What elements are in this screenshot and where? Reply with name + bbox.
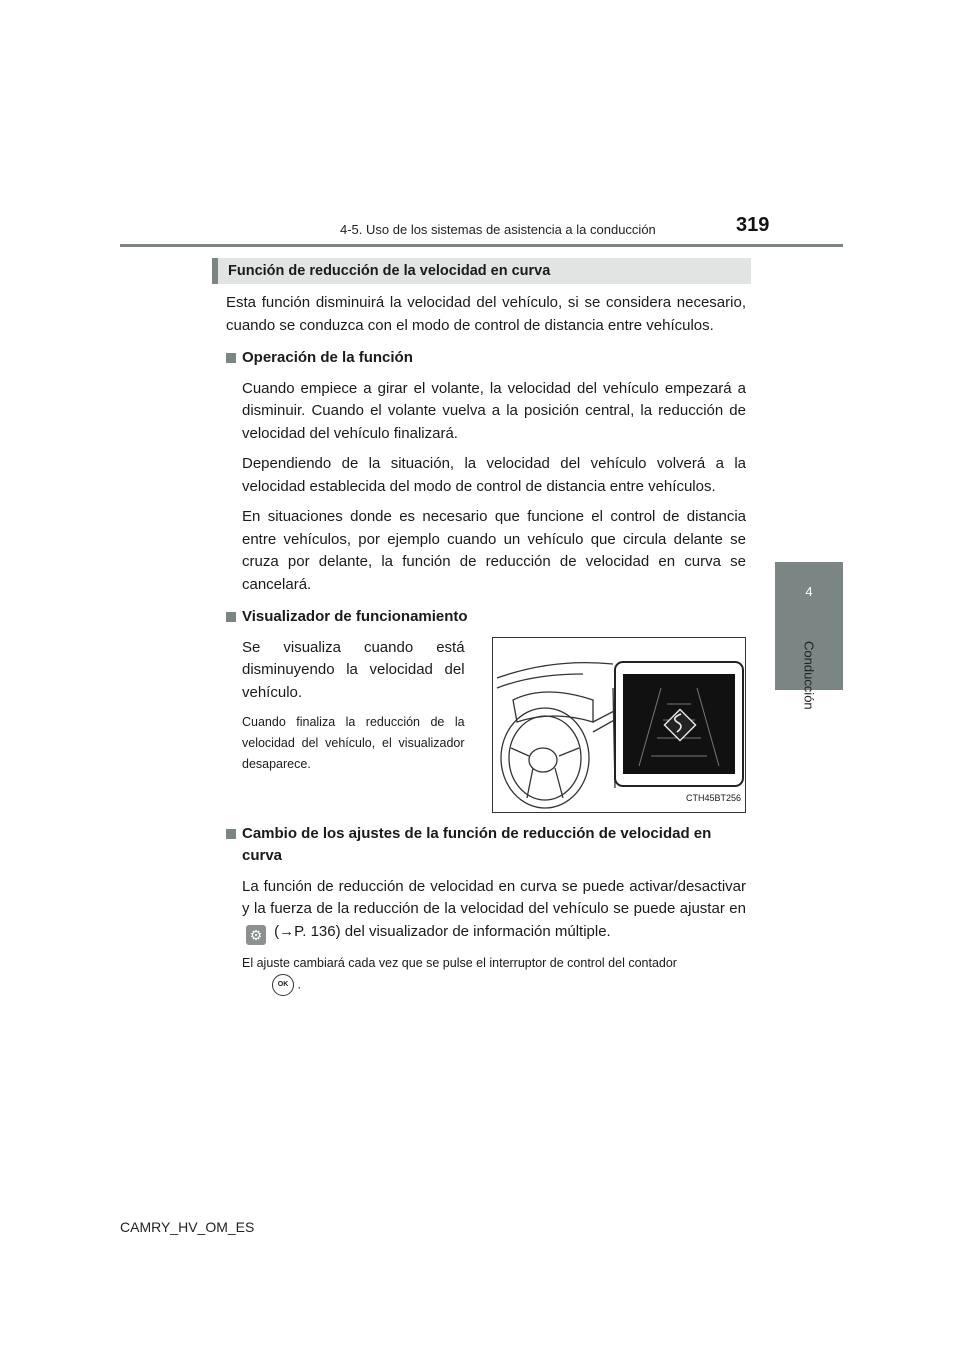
paragraph: En situaciones donde es necesario que funcione el control de distancia entre vehículos, por ejemplo cuando un vehículo que circula delante se cruza por delante, la función de reducción de velocidad en curva se cancelará. <box>242 508 746 593</box>
chapter-tab[interactable] <box>775 562 843 620</box>
subsection-title: Cambio de los ajustes de la función de reducción de velocidad en curva <box>226 823 746 868</box>
section-intro: Esta función disminuirá la velocidad del vehículo, si se considera necesario, cuando se conduzca con el modo de control de distancia entre vehículos. <box>226 294 746 334</box>
document-code: CAMRY_HV_OM_ES <box>120 1219 255 1235</box>
paragraph: Cuando empiece a girar el volante, la velocidad del vehículo empezará a disminuir. Cuando el volante vuelva a la posición central, la reducción de velocidad del vehículo finalizará. <box>242 379 746 442</box>
gear-icon: ⚙ <box>246 925 266 945</box>
dashboard-illustration <box>493 638 746 812</box>
ok-button-icon: OK <box>272 974 294 996</box>
paragraph: Se visualiza cuando está disminuyendo la velocidad del vehículo. <box>242 638 465 701</box>
section-body <box>226 292 746 996</box>
subsection-title: Visualizador de funcionamiento <box>226 606 746 629</box>
section-heading: Función de reducción de la velocidad en curva <box>212 258 751 284</box>
subsection-title: Operación de la función <box>226 347 746 370</box>
square-bullet-icon <box>226 612 236 622</box>
square-bullet-icon <box>226 353 236 363</box>
chapter-tab-number: 4 <box>805 583 813 599</box>
page-number: 319 <box>736 214 770 236</box>
note: El ajuste cambiará cada vez que se pulse el interruptor de control del contador OK . <box>226 953 746 996</box>
paragraph: La función de reducción de velocidad en curva se puede activar/desactivar y la fuerza de la reducción de la velocidad del vehículo se puede ajustar en ⚙ (→P. 136) del visualizador de información múltiple. <box>242 877 746 943</box>
chapter-tab-label: Conducción <box>801 640 817 710</box>
paragraph: Dependiendo de la situación, la velocidad del vehículo volverá a la velocidad establecida del modo de control de distancia entre vehículos. <box>242 455 746 495</box>
operation-display-illustration <box>492 637 746 813</box>
chapter-title: 4-5. Uso de los sistemas de asistencia a la conducción <box>340 222 656 237</box>
figure-code: CTH45BT256 <box>685 793 741 803</box>
note: Cuando finaliza la reducción de la velocidad del vehículo, el visualizador desaparece. <box>242 715 465 771</box>
header-divider <box>120 244 843 247</box>
square-bullet-icon <box>226 829 236 839</box>
